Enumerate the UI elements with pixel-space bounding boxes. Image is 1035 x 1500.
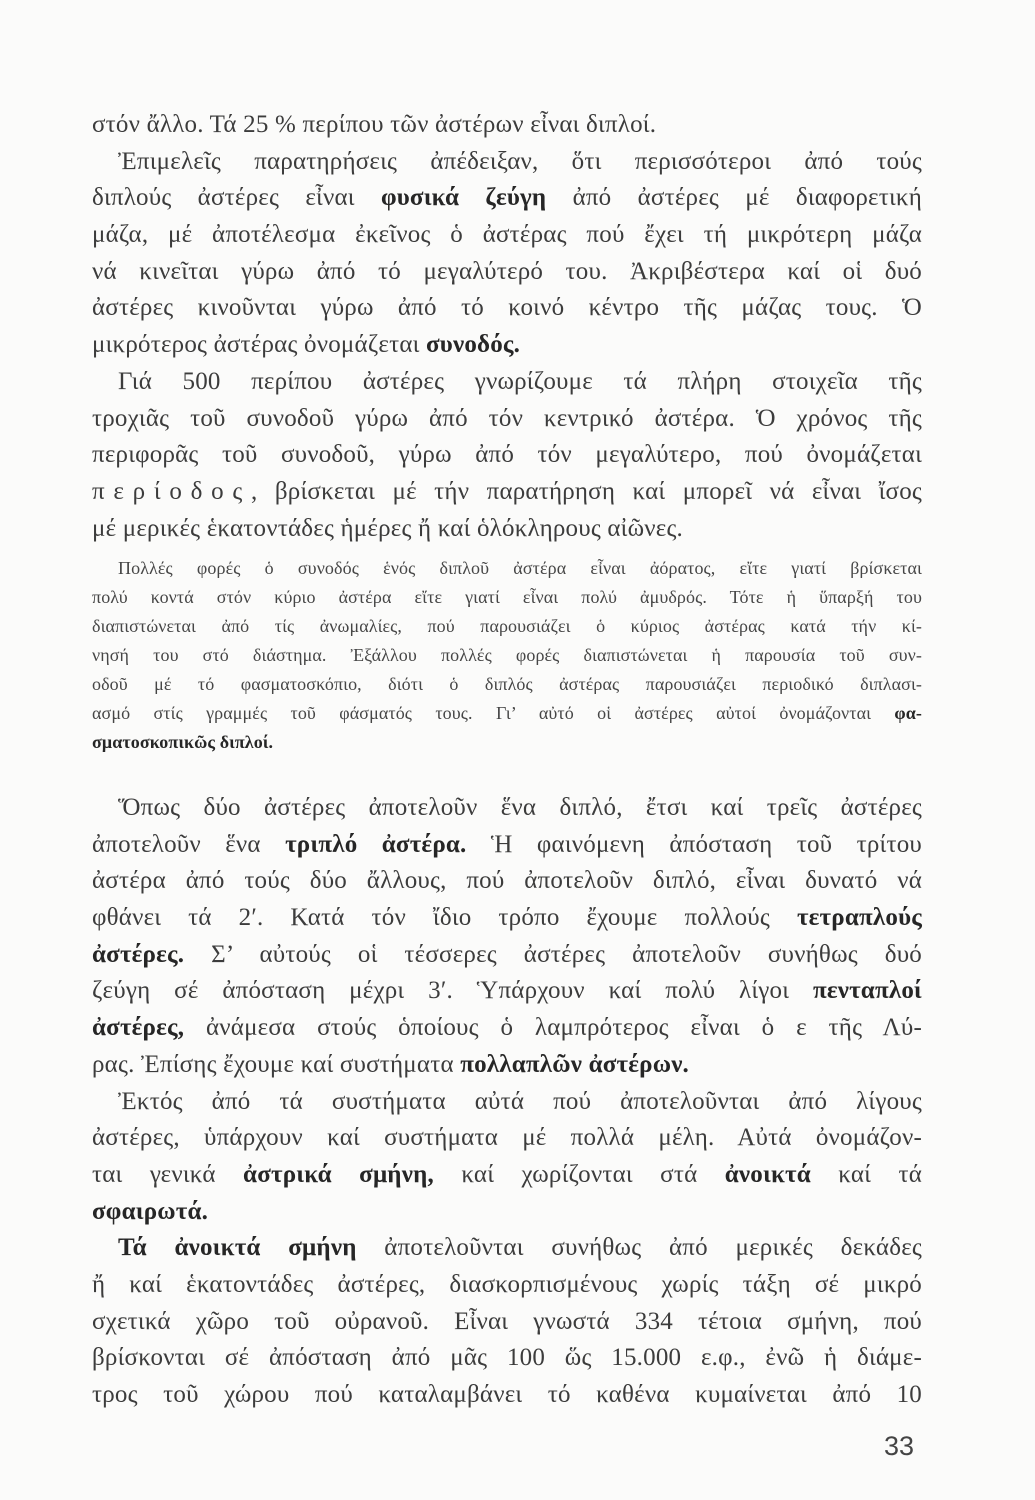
text-run: καί χωρίζονται στά — [433, 1160, 725, 1188]
text-line — [92, 107, 922, 144]
text-run: νά κινεῖται γύρω ἀπό τό μεγαλύτερό του. Ἀκριβέστερα καί οἱ δυό — [92, 257, 922, 285]
bold-term: πενταπλοί — [812, 977, 922, 1005]
text-run: ζεύγη σέ ἀπόσταση μέχρι 3′. Ὑπάρχουν καί πολύ λίγοι — [92, 977, 813, 1005]
text-line — [92, 1267, 922, 1304]
text-line — [92, 1157, 922, 1194]
text-run: τροχιᾶς τοῦ συνοδοῦ γύρω ἀπό τόν κεντρικό ἀστέρα. Ὁ χρόνος τῆς — [92, 404, 922, 432]
body-text-bottom — [92, 790, 922, 1414]
text-line — [92, 670, 922, 699]
text-line — [92, 1194, 922, 1231]
text-line — [92, 1047, 922, 1084]
text-run: ἀστέρες, ὑπάρχουν καί συστήματα μέ πολλά μέλη. Αὐτά ὀνομάζον- — [92, 1124, 922, 1152]
text-line — [92, 1340, 922, 1377]
text-run: ἀνάμεσα στούς ὁποίους ὁ λαμπρότερος εἶναι ὁ ε τῆς Λύ- — [184, 1014, 922, 1042]
bold-term: συνοδός. — [426, 331, 521, 359]
bold-term: πολλαπλῶν ἀστέρων. — [460, 1050, 690, 1078]
text-line — [92, 728, 922, 757]
text-line — [92, 437, 922, 474]
bold-term: τετραπλούς — [796, 904, 922, 932]
text-run: ἀποτελοῦν ἕνα — [92, 830, 286, 858]
text-line — [92, 827, 922, 864]
bold-term: Τά ἀνοικτά σμήνη — [118, 1234, 357, 1262]
text-line — [92, 1304, 922, 1341]
text-line — [92, 612, 922, 641]
text-run: Ἡ φαινόμενη ἀπόσταση τοῦ τρίτου — [466, 830, 922, 858]
text-run: ἀστέρες κινοῦνται γύρω ἀπό τό κοινό κέντρο τῆς μάζας τους. Ὁ — [92, 294, 922, 322]
text-run: Πολλές φορές ὁ συνοδός ἑνός διπλοῦ ἀστέρα εἶναι ἀόρατος, εἴτε γιατί βρίσκεται — [118, 558, 922, 578]
text-run: Ἐπιμελεῖς παρατηρήσεις ἀπέδειξαν, ὅτι περισσότεροι ἀπό τούς — [118, 147, 922, 175]
text-line — [92, 937, 922, 974]
bold-term: σφαιρωτά. — [92, 1197, 209, 1225]
text-run: περιφορᾶς τοῦ συνοδοῦ, γύρω ἀπό τόν μεγαλύτερο, πού ὀνομάζεται — [92, 441, 922, 469]
text-run: πολύ κοντά στόν κύριο ἀστέρα εἴτε γιατί εἶναι πολύ ἀμυδρός. Τότε ἡ ὕπαρξή του — [92, 587, 922, 607]
text-run: Σ’ αὐτούς οἱ τέσσερες ἀστέρες ἀποτελοῦν συνήθως δυό — [184, 940, 922, 968]
text-run: ἀπό ἀστέρες μέ διαφορετική — [546, 184, 922, 212]
bold-term: φα- — [894, 703, 922, 723]
text-run: ἀποτελοῦνται συνήθως ἀπό μερικές δεκάδες — [356, 1234, 923, 1262]
text-line — [92, 699, 922, 728]
text-run: διαπιστώνεται ἀπό τίς ἀνωμαλίες, πού παρουσιάζει ὁ κύριος ἀστέρας κατά τήν κί- — [92, 616, 922, 636]
text-run: Ἐκτός ἀπό τά συστήματα αὐτά πού ἀποτελοῦνται ἀπό λίγους — [118, 1087, 922, 1115]
text-run: ται γενικά — [92, 1160, 244, 1188]
text-run: ἤ καί ἑκατοντάδες ἀστέρες, διασκορπισμένους χωρίς τάξη σέ μικρό — [92, 1270, 922, 1298]
text-run: νησή του στό διάστημα. Ἐξάλλου πολλές φορές διαπιστώνεται ἡ παρουσία τοῦ συν- — [92, 645, 922, 665]
text-run: τρος τοῦ χώρου πού καταλαμβάνει τό καθένα κυμαίνεται ἀπό 10 — [92, 1381, 922, 1408]
text-line — [92, 863, 922, 900]
text-line — [92, 583, 922, 612]
text-line — [92, 217, 922, 254]
text-run: στόν ἄλλο. Τά 25 % περίπου τῶν ἀστέρων εἶναι διπλοί. — [92, 111, 657, 138]
text-run: ρας. Ἐπίσης ἔχουμε καί συστήματα — [92, 1050, 461, 1078]
text-run: ἀστέρα ἀπό τούς δύο ἄλλους, πού ἀποτελοῦν διπλό, εἶναι δυνατό νά — [92, 867, 922, 895]
bold-term: ἀστρικά σμήνη, — [243, 1160, 434, 1188]
text-line — [92, 364, 922, 401]
text-line — [92, 180, 922, 217]
text-run: σχετικά χῶρο τοῦ οὐρανοῦ. Εἶναι γνωστά 334 τέτοια σμήνη, πού — [92, 1307, 922, 1335]
body-text-top — [92, 107, 922, 547]
text-run: οδοῦ μέ τό φασματοσκόπιο, διότι ὁ διπλός ἀστέρας παρουσιάζει περιοδικό διπλασι- — [92, 674, 922, 694]
text-line — [92, 641, 922, 670]
text-line — [92, 554, 922, 583]
text-run: μάζα, μέ ἀποτέλεσμα ἐκεῖνος ὁ ἀστέρας πού ἔχει τή μικρότερη μάζα — [92, 221, 922, 249]
bold-term: σματοσκοπικῶς διπλοί. — [92, 732, 274, 752]
text-line — [92, 1084, 922, 1121]
text-line — [92, 1120, 922, 1157]
bold-term: ἀνοικτά — [724, 1160, 811, 1188]
text-run: Ὅπως δύο ἀστέρες ἀποτελοῦν ἕνα διπλό, ἔτσι καί τρεῖς ἀστέρες — [118, 794, 922, 821]
text-line — [92, 290, 922, 327]
text-line — [92, 327, 922, 364]
bold-term: ἀστέρες. — [92, 940, 185, 968]
text-run: καί τά — [810, 1160, 923, 1188]
text-run: ασμό στίς γραμμές τοῦ φάσματός τους. Γι’ αὐτό οἱ ἀστέρες αὐτοί ὀνομάζονται — [92, 703, 895, 723]
text-line — [92, 511, 922, 548]
text-run: Γιά 500 περίπου ἀστέρες γνωρίζουμε τά πλήρη στοιχεῖα τῆς — [118, 367, 922, 395]
text-line — [92, 401, 922, 438]
page-number: 33 — [884, 1431, 915, 1461]
text-run: βρίσκονται σέ ἀπόσταση ἀπό μᾶς 100 ὥς 15.000 ε.φ., ἐνῶ ἡ διάμε- — [92, 1344, 922, 1372]
spaced-term: περίοδος — [92, 477, 252, 505]
text-line — [92, 254, 922, 291]
text-line — [92, 900, 922, 937]
text-line — [92, 474, 922, 511]
text-run: μικρότερος ἀστέρας ὀνομάζεται — [92, 331, 426, 359]
bold-term: τριπλό ἀστέρα. — [285, 830, 467, 858]
text-line — [92, 1010, 922, 1047]
text-run: μέ μερικές ἑκατοντάδες ἡμέρες ἤ καί ὁλόκληρους αἰῶνες. — [92, 514, 683, 542]
bold-term: φυσικά ζεύγη — [380, 184, 547, 212]
text-run: , βρίσκεται μέ τήν παρατήρηση καί μπορεῖ νά εἶναι ἴσος — [251, 477, 922, 505]
small-print-note — [92, 554, 922, 757]
text-line — [92, 1230, 922, 1267]
bold-term: ἀστέρες, — [92, 1014, 185, 1042]
text-line — [92, 1377, 922, 1414]
text-line — [92, 144, 922, 181]
text-run: φθάνει τά 2′. Κατά τόν ἴδιο τρόπο ἔχουμε πολλούς — [92, 904, 797, 932]
text-line — [92, 790, 922, 827]
text-line — [92, 973, 922, 1010]
text-run: διπλούς ἀστέρες εἶναι — [92, 184, 381, 212]
